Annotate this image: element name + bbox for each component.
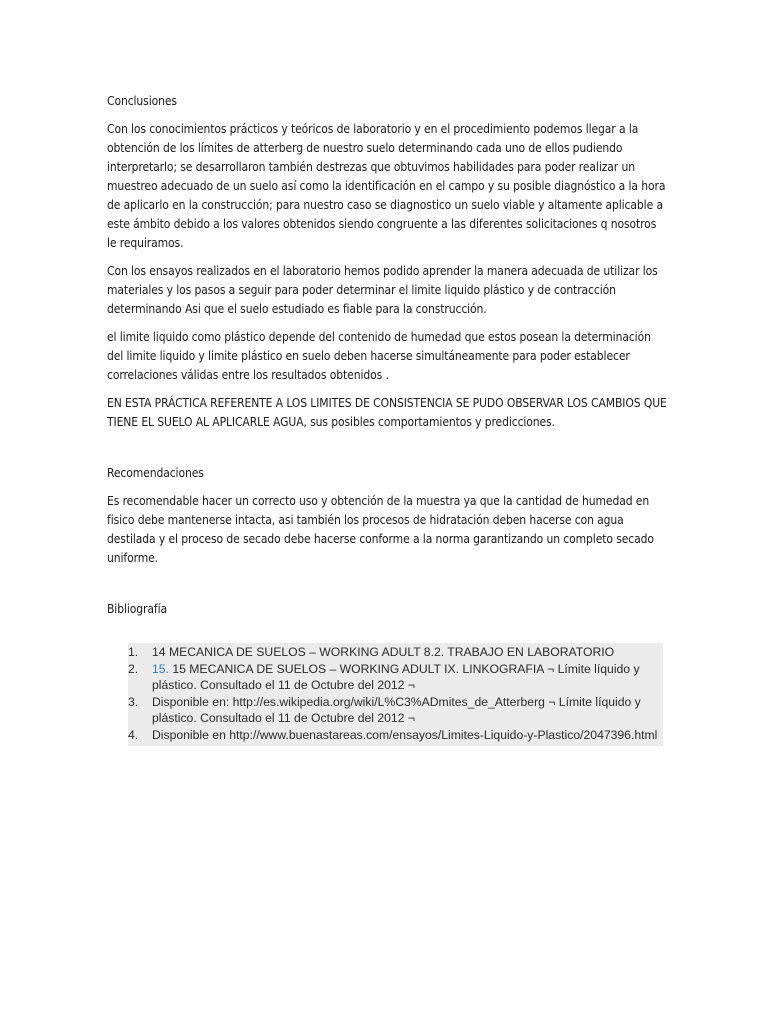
list-item: [128, 694, 663, 727]
document-page: [107, 92, 667, 618]
list-item: [128, 644, 663, 661]
conclusiones-paragraph-4-rest: , sus posibles comportamientos y predicciones.: [303, 415, 555, 429]
list-item-text: Disponible en http://www.buenastareas.com/ensayos/Limites-Liquido-y-Plastico/2047396.html: [152, 727, 658, 742]
list-item-text: 15 MECANICA DE SUELOS – WORKING ADULT IX. LINKOGRAFIA ¬ Límite líquido y plástico. Consultado el 11 de Octubre del 2012 ¬: [152, 661, 640, 692]
bibliografia-heading: Bibliografía: [107, 602, 167, 616]
recomendaciones-heading: Recomendaciones: [107, 466, 204, 480]
conclusiones-paragraph-3: el limite liquido como plástico depende del contenido de humedad que estos posean la determinación del limite liquido y limite plástico en suelo deben hacerse simultáneamente para poder establecer correlaciones válidas entre los resultados obtenidos .: [107, 330, 651, 382]
list-item-number: 2.: [128, 661, 139, 676]
bibliography-list-box: [128, 643, 663, 746]
bibliography-list: [128, 644, 663, 743]
list-item-text: 14 MECANICA DE SUELOS – WORKING ADULT 8.2. TRABAJO EN LABORATORIO: [152, 645, 615, 659]
list-item: [128, 661, 663, 694]
conclusiones-paragraph-4-caps: EN ESTA PRÁCTICA REFERENTE A LOS LIMITES DE CONSISTENCIA SE PUDO OBSERVAR LOS CAMBIOS QUE TIENE EL SUELO AL APLICARLE AGUA: [107, 396, 667, 429]
recomendaciones-paragraph-1: Es recomendable hacer un correcto uso y obtención de la muestra ya que la cantidad de humedad en fisico debe mantenerse intacta, asi también los procesos de hidratación deben hacerse con agua destilada y el proceso de secado debe hacerse conforme a la norma garantizando un completo secado uniforme.: [107, 494, 654, 565]
conclusiones-paragraph-4: [107, 394, 667, 432]
conclusiones-paragraph-1: Con los conocimientos prácticos y teóricos de laboratorio y en el procedimiento podemos llegar a la obtención de los límites de atterberg de nuestro suelo determinando cada uno de ellos pudiendo interpretarlo; se desarrollaron también destrezas que obtuvimos habilidades para poder realizar un muestreo adecuado de un suelo así como la identificación en el campo y su posible diagnóstico a la hora de aplicarlo en la construcción; para nuestro caso se diagnostico un suelo viable y altamente aplicable a este ámbito debido a los valores obtenidos siendo congruente a las diferentes solicitaciones q nosotros le requiramos.: [107, 122, 666, 250]
list-item: [128, 727, 663, 744]
conclusiones-heading: Conclusiones: [107, 94, 177, 108]
footnote-link[interactable]: 15.: [152, 661, 169, 676]
list-item-number: 3.: [128, 694, 139, 709]
list-item-text: Disponible en: http://es.wikipedia.org/wiki/L%C3%ADmites_de_Atterberg ¬ Límite líquido y plástico. Consultado el 11 de Octubre del 2012 ¬: [152, 694, 641, 725]
list-item-number: 4.: [128, 727, 139, 742]
list-item-number: 1.: [128, 645, 139, 659]
conclusiones-paragraph-2: Con los ensayos realizados en el laboratorio hemos podido aprender la manera adecuada de utilizar los materiales y los pasos a seguir para poder determinar el limite liquido plástico y de contracción determinando Asi que el suelo estudiado es fiable para la construcción.: [107, 264, 658, 316]
